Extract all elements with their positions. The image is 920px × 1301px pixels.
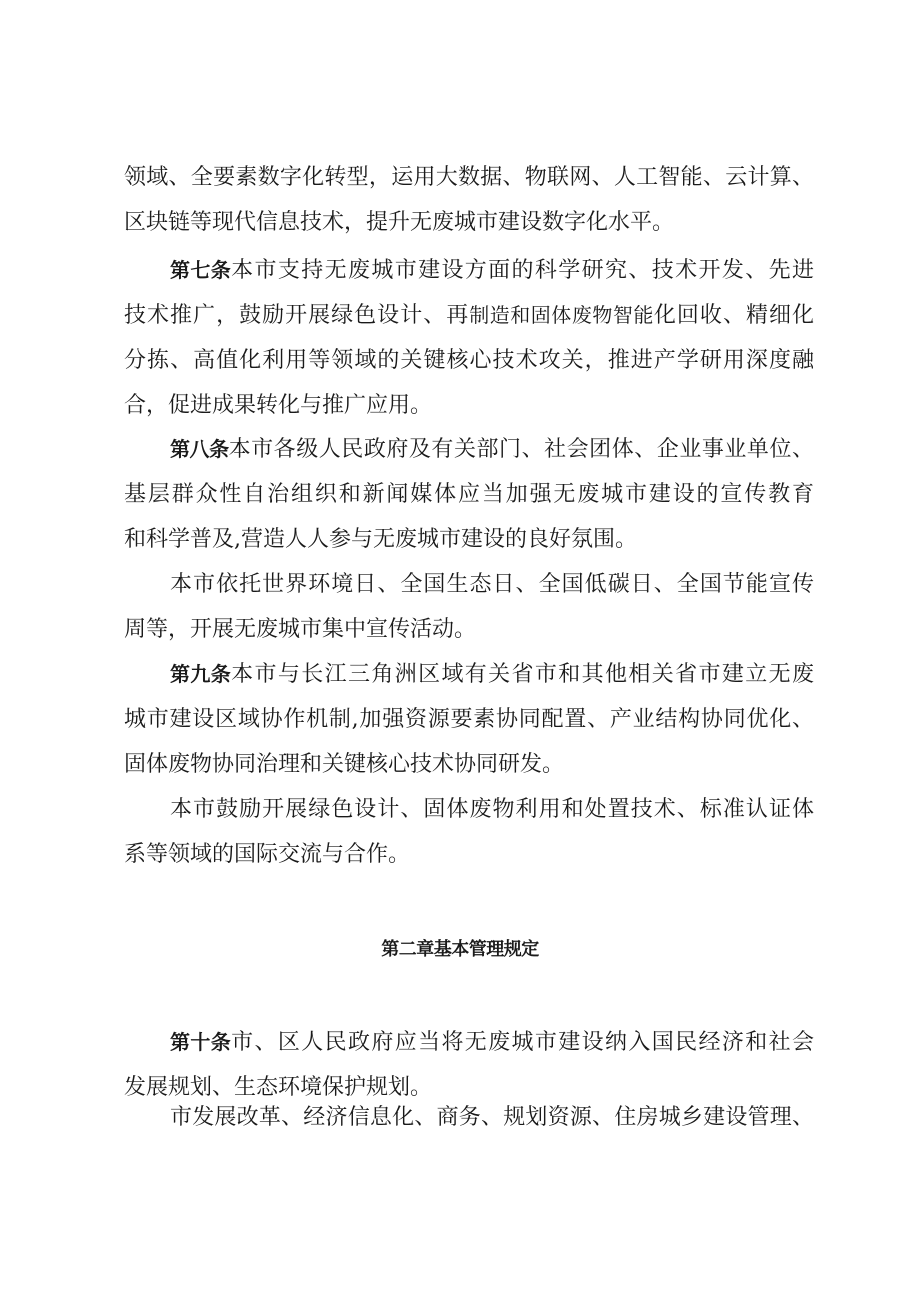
- text-line: [124, 427, 814, 472]
- text-run: 本市支持无废城市建设方面的科学研究、技术开发、先进: [231, 258, 814, 283]
- paragraph-continuation: [124, 155, 814, 245]
- article-number: 第八条: [170, 437, 229, 461]
- text-run: 化回收、精细化: [653, 303, 814, 328]
- article-9: [124, 652, 814, 787]
- text-run: 市、区人民政府应当将无废城市建设纳入国民经济和社会: [231, 1030, 814, 1055]
- text-line: 领域、全要素数字化转型，运用大数据、物联网、人工智能、云计算、: [124, 165, 814, 190]
- text-line: 系等领域的国际交流与合作。: [124, 842, 411, 867]
- paragraph-publicity: [124, 562, 814, 652]
- text-run: 制造和固体废物智能: [469, 303, 654, 327]
- text-run: 本市与长江三角洲区域有关省市和其他相关省市建立无废: [231, 662, 814, 687]
- article-8: [124, 427, 814, 562]
- text-run: 技术推广，鼓励开展绿色设计、再: [124, 303, 470, 328]
- text-line: [124, 293, 814, 338]
- text-line: 固体废物协同治理和关键核心技术协同研发。: [124, 752, 565, 777]
- text-run: 本市各级人民政府及有关部门、社会团体、企业事业单位、: [228, 437, 814, 462]
- text-line: 发展规划、生态环境保护规划。: [124, 1075, 433, 1100]
- article-number: 第七条: [170, 258, 232, 282]
- text-line: 合，促进成果转化与推广应用。: [124, 393, 433, 418]
- text-line: 基层群众性自治组织和新闻媒体应当加强无废城市建设的宣传教育: [124, 482, 814, 507]
- text-line: 和科学普及,营造人人参与无废城市建设的良好氛围。: [124, 527, 637, 552]
- text-line: 城市建设区域协作机制,加强资源要素协同配置、产业结构协同优化、: [124, 707, 814, 732]
- text-line: 市发展改革、经济信息化、商务、规划资源、住房城乡建设管理、: [170, 1105, 814, 1130]
- article-7: [124, 248, 814, 428]
- text-line: 区块链等现代信息技术，提升无废城市建设数字化水平。: [124, 210, 675, 235]
- text-line: 本市鼓励开展绿色设计、固体废物利用和处置技术、标准认证体: [170, 797, 814, 822]
- text-line: 周等，开展无废城市集中宣传活动。: [124, 617, 477, 642]
- article-number: 第九条: [170, 662, 232, 686]
- text-line: [124, 652, 814, 697]
- text-line: [124, 248, 814, 293]
- paragraph-international: [124, 787, 814, 877]
- text-line: 分拣、高值化利用等领域的关键核心技术攻关，推进产学研用深度融: [124, 348, 814, 373]
- paragraph-departments: [124, 1095, 814, 1140]
- text-line: [124, 1020, 814, 1065]
- article-number: 第十条: [170, 1030, 232, 1054]
- chapter-title: 第二章基本管理规定: [381, 939, 539, 960]
- text-line: 本市依托世界环境日、全国生态日、全国低碳日、全国节能宣传: [170, 572, 814, 597]
